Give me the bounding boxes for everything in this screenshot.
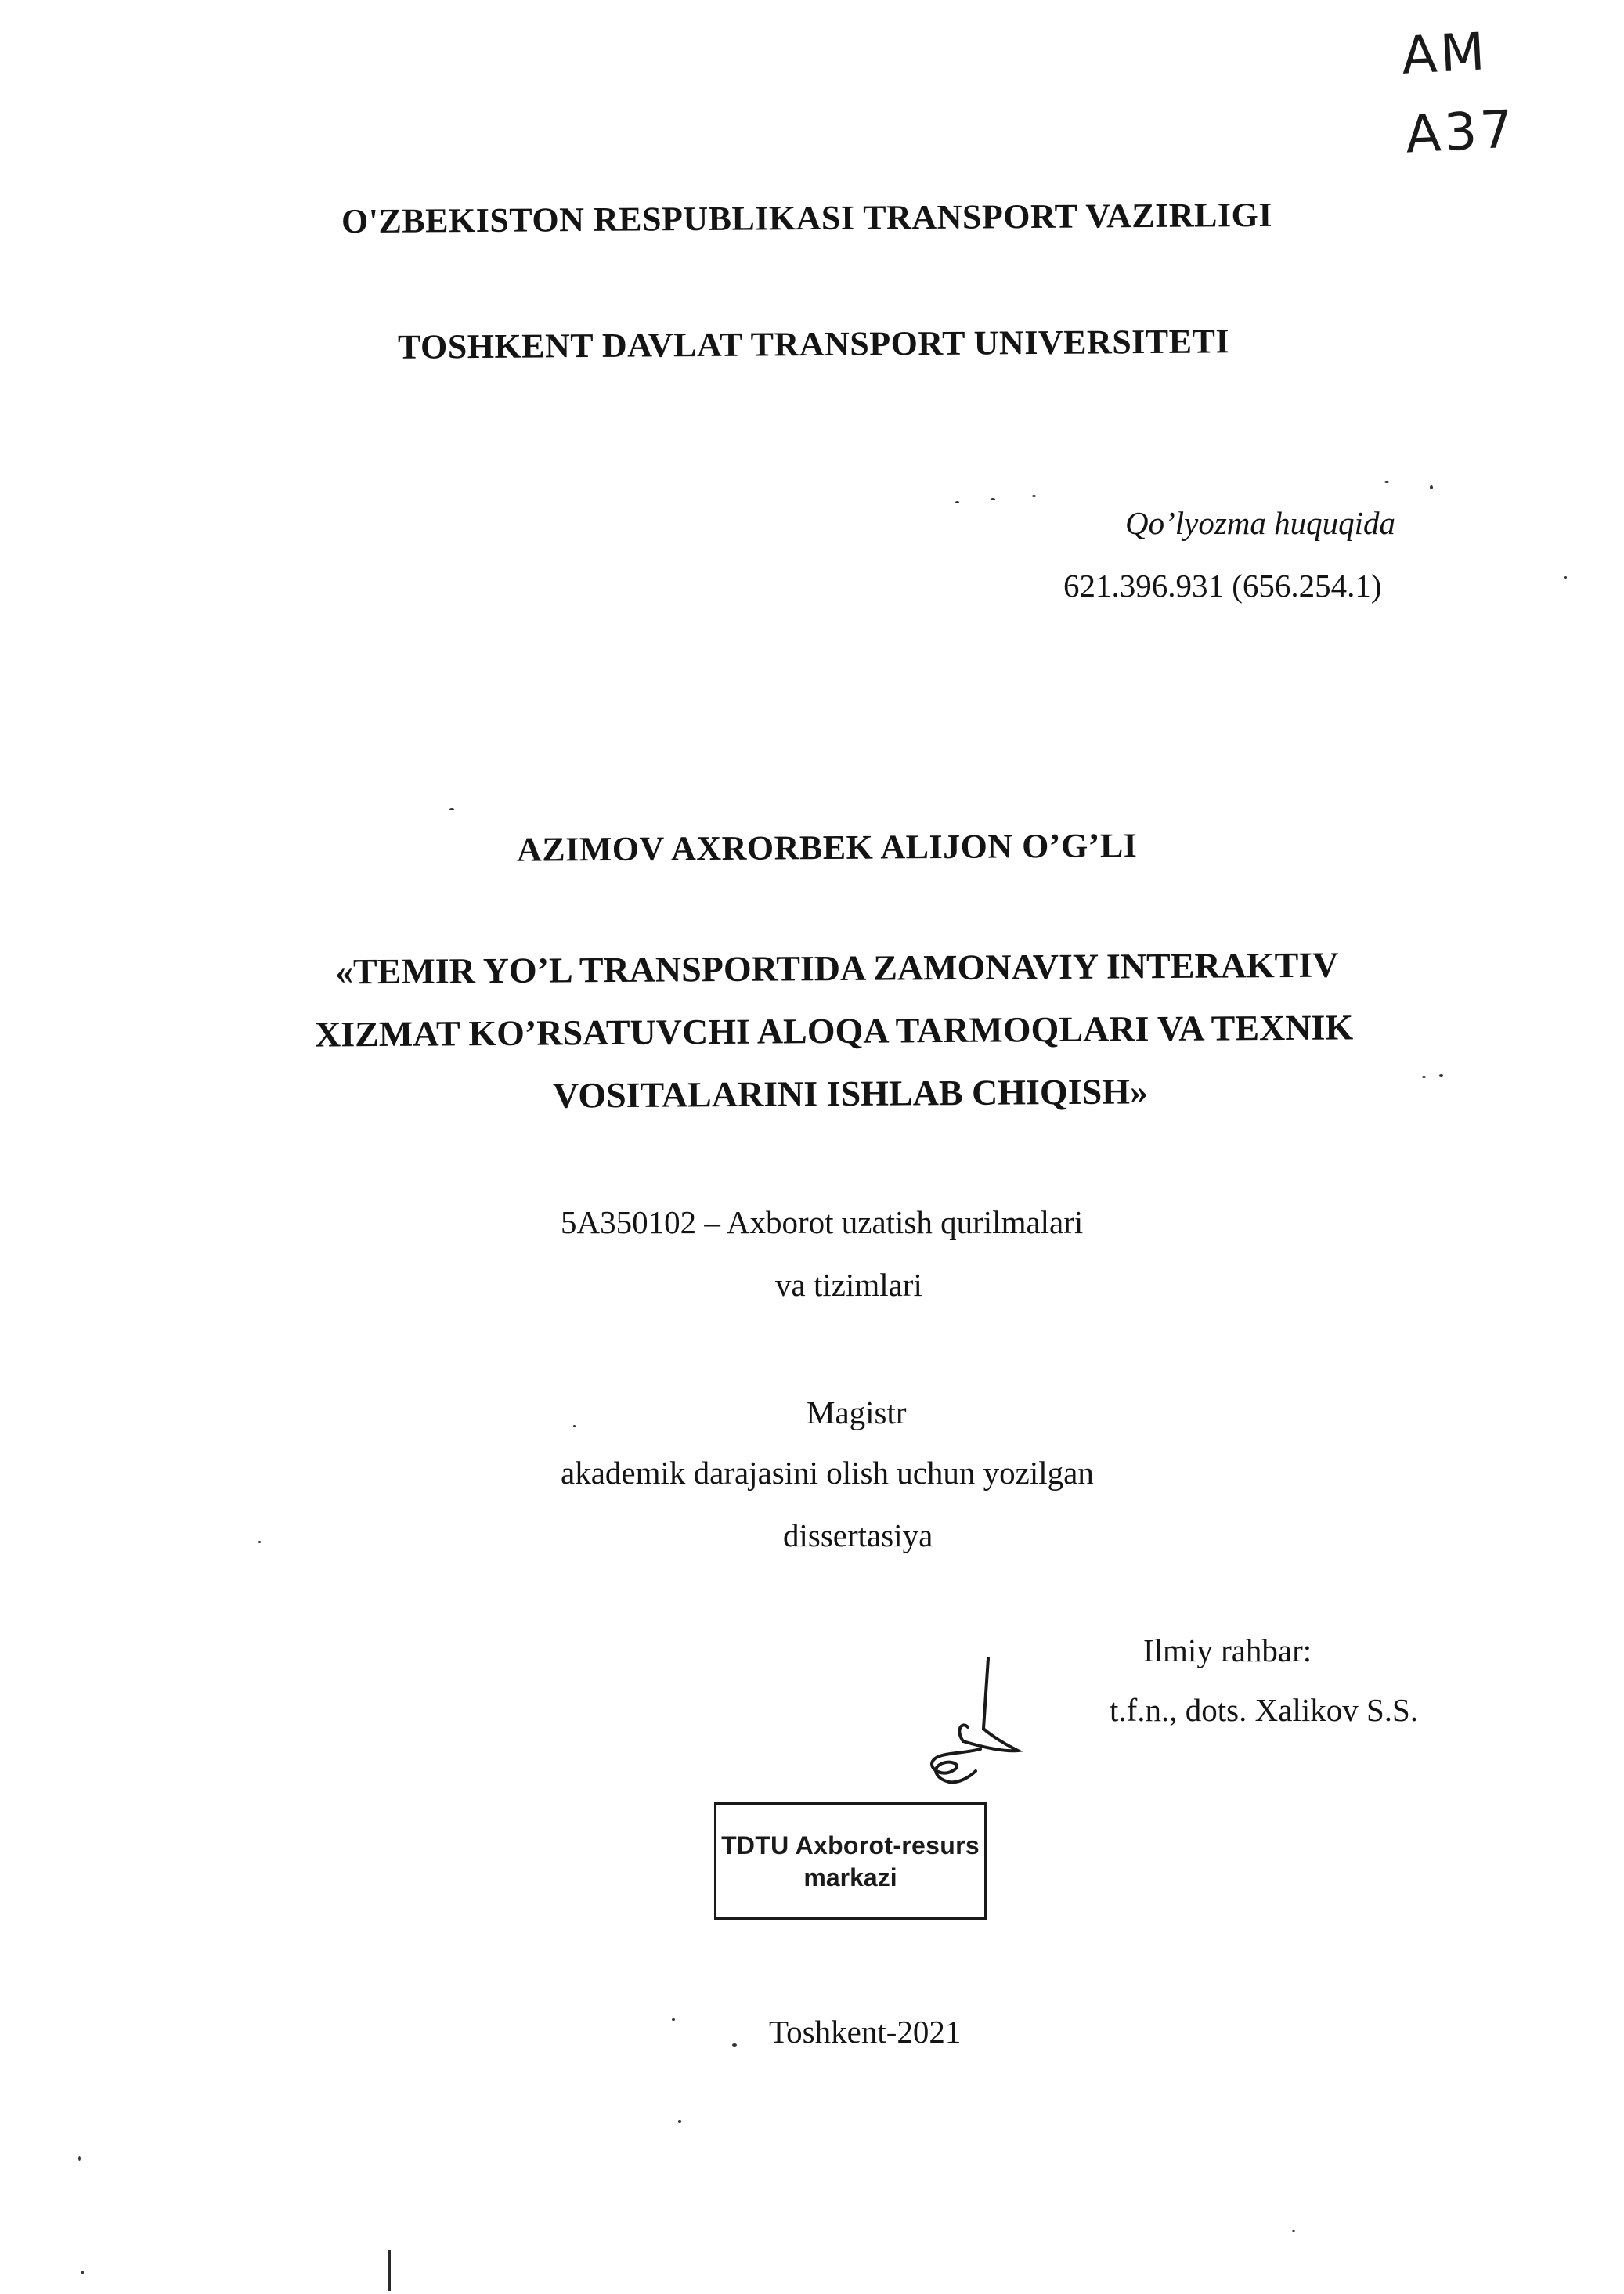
supervisor-name: t.f.n., dots. Xalikov S.S. [1110,1692,1419,1728]
stamp-line2: markazi [803,1863,897,1892]
scan-speck [449,808,454,810]
degree-line3: dissertasiya [783,1517,933,1553]
degree-line1: Magistr [807,1394,907,1430]
signature [877,1652,1034,1809]
library-stamp [714,1802,987,1920]
supervisor-label: Ilmiy rahbar: [1143,1632,1312,1668]
degree-line2: akademik darajasini olish uchun yozilgan [561,1455,1094,1491]
thesis-title-line1: «TEMIR YO’L TRANSPORTIDA ZAMONAVIY INTERAKTIV [334,944,1339,992]
scan-speck [1430,485,1433,489]
udc-code: 621.396.931 (656.254.1) [1063,568,1382,604]
ministry-heading: O'ZBEKISTON RESPUBLIKASI TRANSPORT VAZIRLIGI [341,195,1273,241]
scan-speck [1439,1074,1443,1077]
city-year: Toshkent-2021 [769,2014,962,2050]
scan-speck [672,2018,675,2021]
scan-speck [1564,576,1567,579]
scan-speck [991,498,995,500]
handwritten-mark-line2: А37 [1404,99,1518,165]
specialty-line1: 5A350102 – Axborot uzatish qurilmalari [561,1204,1084,1240]
thesis-title-line3: VOSITALARINI ISHLAB CHIQISH» [552,1071,1149,1116]
scan-speck [1032,495,1036,497]
specialty-line2: va tizimlari [775,1267,922,1303]
scan-speck [1292,2230,1295,2232]
manuscript-rights-label: Qo’lyozma huquqida [1125,505,1396,541]
author-name: AZIMOV AXRORBEK ALIJON O’G’LI [516,826,1138,869]
scan-speck [81,2271,84,2274]
scan-speck [1422,1076,1426,1078]
thesis-title-line2: XIZMAT KO’RSATUVCHI ALOQA TARMOQLARI VA TEXNIK [314,1007,1354,1055]
stamp-line1: TDTU Axborot-resurs [721,1831,980,1859]
scan-speck [258,1541,261,1543]
scan-speck [1384,481,1389,483]
scan-speck [678,2120,681,2123]
scan-speck [955,501,959,503]
handwritten-mark-line1: АМ [1400,21,1490,86]
university-heading: TOSHKENT DAVLAT TRANSPORT UNIVERSITETI [397,322,1230,366]
scan-speck [78,2156,81,2161]
scan-speck [732,2043,737,2047]
scan-mark [388,2250,391,2291]
scan-speck [573,1425,576,1427]
